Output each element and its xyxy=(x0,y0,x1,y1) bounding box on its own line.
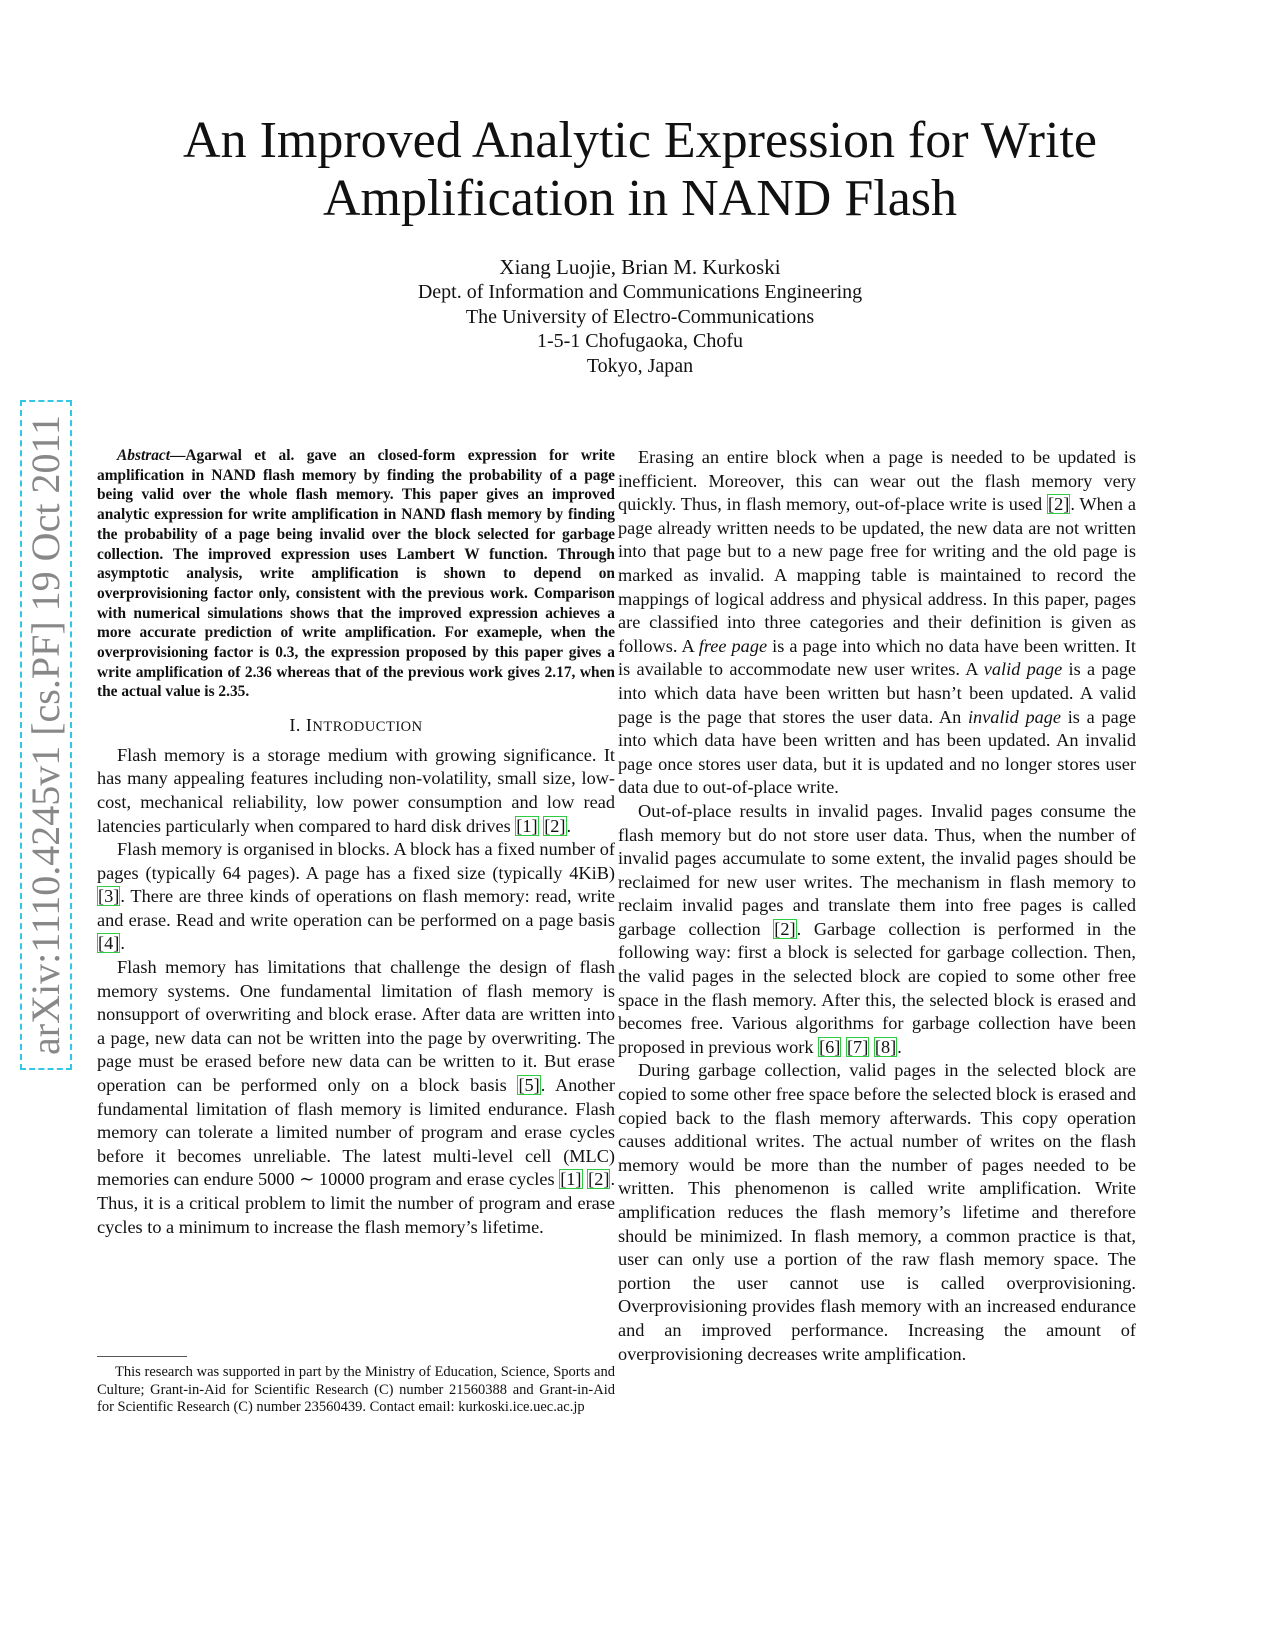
citation-link[interactable]: [2] xyxy=(588,1169,610,1190)
abstract-dash: — xyxy=(170,447,186,464)
paragraph-text: Flash memory is organised in blocks. A block has a fixed number of pages (typically 64 pages). A page has a fixed size (typically 4KiB) xyxy=(97,839,615,883)
right-paragraph-3 xyxy=(618,1059,1136,1366)
paragraph-text: . Another fundamental limitation of flash memory is limited endurance. Flash memory can tolerate a limited number of program and erase cycles before it becomes unreliable. The latest multi-level cell (MLC) memories can endure 5000 ∼ 10000 program and erase cycles xyxy=(97,1075,615,1190)
affiliation-city: Tokyo, Japan xyxy=(586,354,694,377)
section-heading-introduction xyxy=(97,714,615,740)
citation-link[interactable]: [1] xyxy=(560,1169,582,1190)
left-column xyxy=(97,446,615,1239)
citation-link[interactable]: [6] xyxy=(819,1036,841,1057)
author-block xyxy=(300,254,980,378)
affiliation-univ: The University of Electro-Communications xyxy=(465,305,815,328)
paragraph-text: During garbage collection, valid pages in the selected block are copied to some other free space before the selected block is erased and copied back to the flash memory afterwards. This copy operation causes additional writes. The actual number of writes on the flash memory would be more than the number of pages needed to be written. This phenomenon is called write amplification. Write amplification reduces the flash memory’s lifetime and therefore should be minimized. In flash memory, a common practice is that, user can only use a portion of the raw flash memory space. The portion the user cannot use is called overprovisioning. Overprovisioning provides flash memory with an increased endurance and an improved performance. Increasing the amount of overprovisioning decreases write amplification. xyxy=(618,1060,1136,1364)
footnote xyxy=(97,1364,615,1417)
citation-link[interactable]: [2] xyxy=(1048,494,1070,515)
paragraph-text: . When a page already written needs to be updated, the new data are not written into that page but to a new page free for writing and the old page is marked as invalid. A mapping table is maintained to record the mappings of logical address and physical address. In this paper, pages are classified into three categories and their definition is given as follows. A xyxy=(618,494,1136,656)
term-free-page: free page xyxy=(698,635,768,656)
citation-link[interactable]: [3] xyxy=(98,886,120,907)
citation-link[interactable]: [2] xyxy=(774,918,796,939)
paragraph-text: Flash memory has limitations that challenge the design of flash memory systems. One fundamental limitation of flash memory is nonsupport of overwriting and block erase. After data are written into a page, new data can not be written into the page by overwriting. The page must be erased before new data can be written to it. But erase operation can be performed only on a block basis xyxy=(97,957,615,1096)
author-names: Xiang Luojie, Brian M. Kurkoski xyxy=(499,255,781,279)
citation-link[interactable]: [2] xyxy=(544,815,566,836)
section-numeral: I. I xyxy=(289,715,313,736)
title-line-2: Amplification in NAND Flash xyxy=(322,170,958,227)
intro-paragraph-2 xyxy=(97,838,615,956)
intro-paragraph-1 xyxy=(97,744,615,838)
citation-link[interactable]: [5] xyxy=(518,1075,540,1096)
paragraph-text: is a page into which data have been written and has been updated. An invalid page once stores user data, but it is updated and no longer stores user data due to out-of-place write. xyxy=(618,706,1136,798)
citation-link[interactable]: [8] xyxy=(874,1036,897,1057)
paragraph-text: Flash memory is a storage medium with growing significance. It has many appealing features including non-volatility, small size, low-cost, mechanical reliability, low power consumption and low read latencies particularly when compared to hard disk drives xyxy=(97,744,615,836)
citation-link[interactable]: [7] xyxy=(846,1036,869,1057)
term-invalid-page: invalid page xyxy=(967,706,1061,727)
abstract-label: Abstract xyxy=(117,447,171,464)
abstract-text: Agarwal et al. gave an closed-form expression for write amplification in NAND flash memory by finding the probability of a page being valid over the whole flash memory. This paper gives an improved analytic expression for write amplification in NAND flash memory by finding the probability of a page being invalid over the block selected for garbage collection. The improved expression uses Lambert W function. Through asymptotic analysis, write amplification is shown to depend on overprovisioning factor only, consistent with the previous work. Comparison with numerical simulations shows that the improved expression achieves a more accurate prediction of write amplification. For exameple, when the overprovisioning factor is 0.3, the expression proposed by this paper gives a write amplification of 2.36 whereas that of the previous work gives 2.17, when the actual value is 2.35. xyxy=(97,447,615,701)
paragraph-text: is a page into which no data have been written. It is available to accommodate new user writes. A xyxy=(618,635,1136,680)
arxiv-identifier-stamp[interactable]: arXiv:1110.4245v1 [cs.PF] 19 Oct 2011 xyxy=(20,400,72,1070)
section-title-rest: NTRODUCTION xyxy=(312,719,423,736)
citation-link[interactable]: [1] xyxy=(516,815,538,836)
right-column xyxy=(618,446,1136,1366)
footnote-rule xyxy=(97,1356,187,1357)
paper-title xyxy=(140,112,1140,228)
paragraph-text: is a page into which data have been written but hasn’t been updated. A valid page is the page that stores the user data. An xyxy=(618,659,1136,727)
period: . xyxy=(120,933,125,954)
period: . xyxy=(897,1036,902,1057)
term-valid-page: valid page xyxy=(983,659,1063,680)
citation-link[interactable]: [4] xyxy=(98,933,120,954)
paragraph-text: . There are three kinds of operations on flash memory: read, write and erase. Read and write operation can be performed on a page basis xyxy=(97,886,615,930)
title-line-1: An Improved Analytic Expression for Write xyxy=(183,112,1097,169)
right-paragraph-1 xyxy=(618,446,1136,800)
intro-paragraph-3 xyxy=(97,956,615,1239)
footnote-text: This research was supported in part by the Ministry of Education, Science, Sports and Culture; Grant-in-Aid for Scientific Research (C) number 21560388 and Grant-in-Aid for Scientific Research (C) number 23560439. Contact email: kurkoski.ice.uec.ac.jp xyxy=(97,1364,615,1415)
paragraph-text: Erasing an entire block when a page is needed to be updated is inefficient. Moreover, this can wear out the flash memory very quickly. Thus, in flash memory, out-of-place write is used xyxy=(618,447,1136,515)
paragraph-text: . Garbage collection is performed in the following way: first a block is selected for garbage collection. Then, the valid pages in the selected block are copied to some other free space in the flash memory. After this, the selected block is erased and becomes free. Various algorithms for garbage collection have been proposed in previous work xyxy=(618,918,1136,1057)
paragraph-text: . Thus, it is a critical problem to limit the number of program and erase cycles to a minimum to increase the flash memory’s lifetime. xyxy=(97,1169,616,1237)
affiliation-address: 1-5-1 Chofugaoka, Chofu xyxy=(536,330,744,352)
paragraph-text: Out-of-place results in invalid pages. Invalid pages consume the flash memory but do not store user data. Thus, when the number of invalid pages accumulate to some extent, the invalid pages should be reclaimed for new user writes. The mechanism in flash memory to reclaim invalid pages and translate them into free pages is called garbage collection xyxy=(618,800,1136,939)
abstract xyxy=(97,446,615,702)
period: . xyxy=(566,815,572,836)
affiliation-dept: Dept. of Information and Communications Engineering xyxy=(417,281,863,303)
right-paragraph-2 xyxy=(618,800,1136,1060)
